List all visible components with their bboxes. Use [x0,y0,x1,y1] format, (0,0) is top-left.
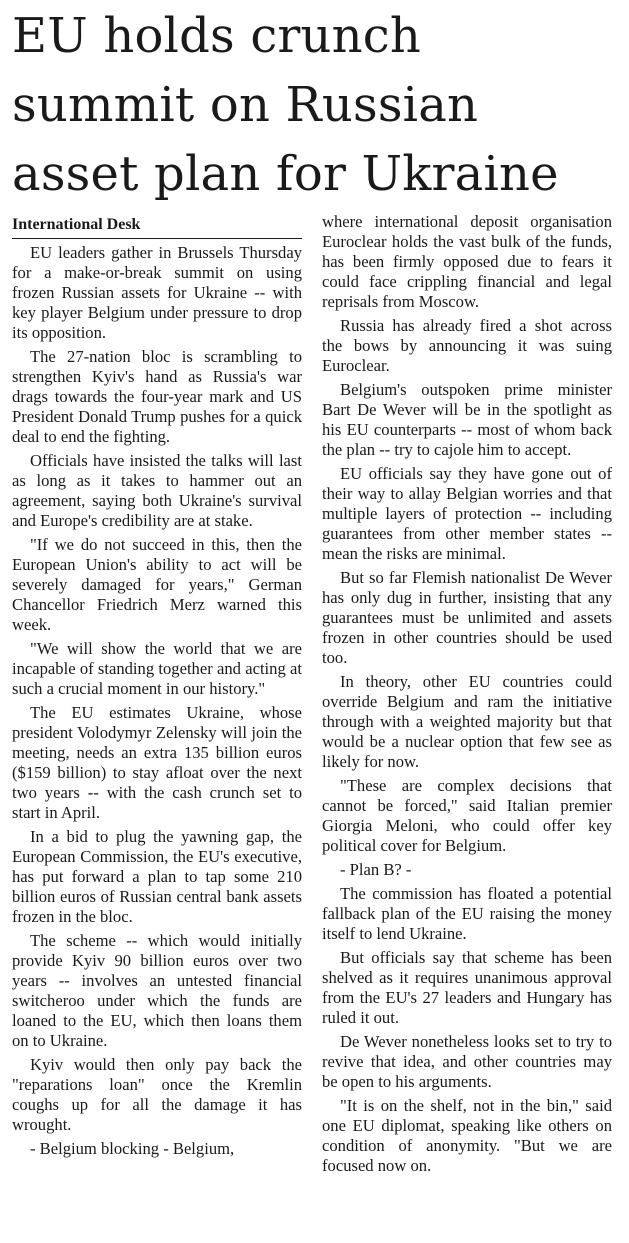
paragraph: EU leaders gather in Brussels Thursday for a make-or-break summit on using frozen Russian assets for Ukraine -- with key player Belgium under pressure to drop its opposition. [12,243,302,342]
headline [12,2,624,209]
paragraph: Russia has already fired a shot across the bows by announcing it was suing Euroclear. [322,316,612,375]
headline-line: EU holds crunch [12,8,421,64]
divider [12,238,302,239]
paragraph: Officials have insisted the talks will last as long as it takes to hammer out an agreement, saying both Ukraine's survival and Europe's credibility are at stake. [12,451,302,530]
paragraph: Kyiv would then only pay back the "reparations loan" once the Kremlin coughs up for all the damage it has wrought. [12,1055,302,1134]
paragraph: The EU estimates Ukraine, whose president Volodymyr Zelensky will join the meeting, needs an extra 135 billion euros ($159 billion) to stay afloat over the next two years -- with the cash crunch set to start in April. [12,703,302,822]
paragraph: "These are complex decisions that cannot be forced," said Italian premier Giorgia Meloni, who could offer key political cover for Belgium. [322,776,612,855]
article-column-left [12,212,302,1163]
paragraph: But officials say that scheme has been shelved as it requires unanimous approval from the EU's 27 leaders and Hungary has ruled it out. [322,948,612,1027]
paragraph: The scheme -- which would initially provide Kyiv 90 billion euros over two years -- involves an untested financial switcheroo under which the funds are loaned to the EU, which then loans them on to Ukraine. [12,931,302,1050]
paragraph: But so far Flemish nationalist De Wever has only dug in further, insisting that any guarantees must be unlimited and assets frozen in other countries should be used too. [322,568,612,667]
paragraph: In theory, other EU countries could override Belgium and ram the initiative through with a weighted majority but that would be a nuclear option that few see as likely for now. [322,672,612,771]
section-label: International Desk [12,216,141,233]
paragraph: Belgium's outspoken prime minister Bart De Wever will be in the spotlight as his EU counterparts -- most of whom back the plan -- try to cajole him to accept. [322,380,612,459]
paragraph: The commission has floated a potential fallback plan of the EU raising the money itself to lend Ukraine. [322,884,612,943]
subheading: - Plan B? - [340,860,412,879]
paragraph: "It is on the shelf, not in the bin," said one EU diplomat, speaking like others on condition of anonymity. "But we are focused now on. [322,1096,612,1175]
paragraph: "If we do not succeed in this, then the European Union's ability to act will be severely damaged for years," German Chancellor Friedrich Merz warned this week. [12,535,302,634]
headline-line: asset plan for Ukraine [12,146,559,202]
paragraph-continuation: where international deposit organisation Euroclear holds the vast bulk of the funds, has been firmly opposed due to fears it could face crippling financial and legal reprisals from Moscow. [322,212,612,311]
subheading: - Belgium blocking - Belgium, [30,1139,235,1158]
article-column-right [322,212,612,1180]
headline-line: summit on Russian [12,77,479,133]
paragraph: De Wever nonetheless looks set to try to revive that idea, and other countries may be open to his arguments. [322,1032,612,1091]
paragraph: "We will show the world that we are incapable of standing together and acting at such a crucial moment in our history." [12,639,302,698]
paragraph: In a bid to plug the yawning gap, the European Commission, the EU's executive, has put forward a plan to tap some 210 billion euros of Russian central bank assets frozen in the bloc. [12,827,302,926]
paragraph: EU officials say they have gone out of their way to allay Belgian worries and that multiple layers of protection -- including guarantees from other member states -- mean the risks are minimal. [322,464,612,563]
paragraph: The 27-nation bloc is scrambling to strengthen Kyiv's hand as Russia's war drags towards the four-year mark and US President Donald Trump pushes for a quick deal to end the fighting. [12,347,302,446]
